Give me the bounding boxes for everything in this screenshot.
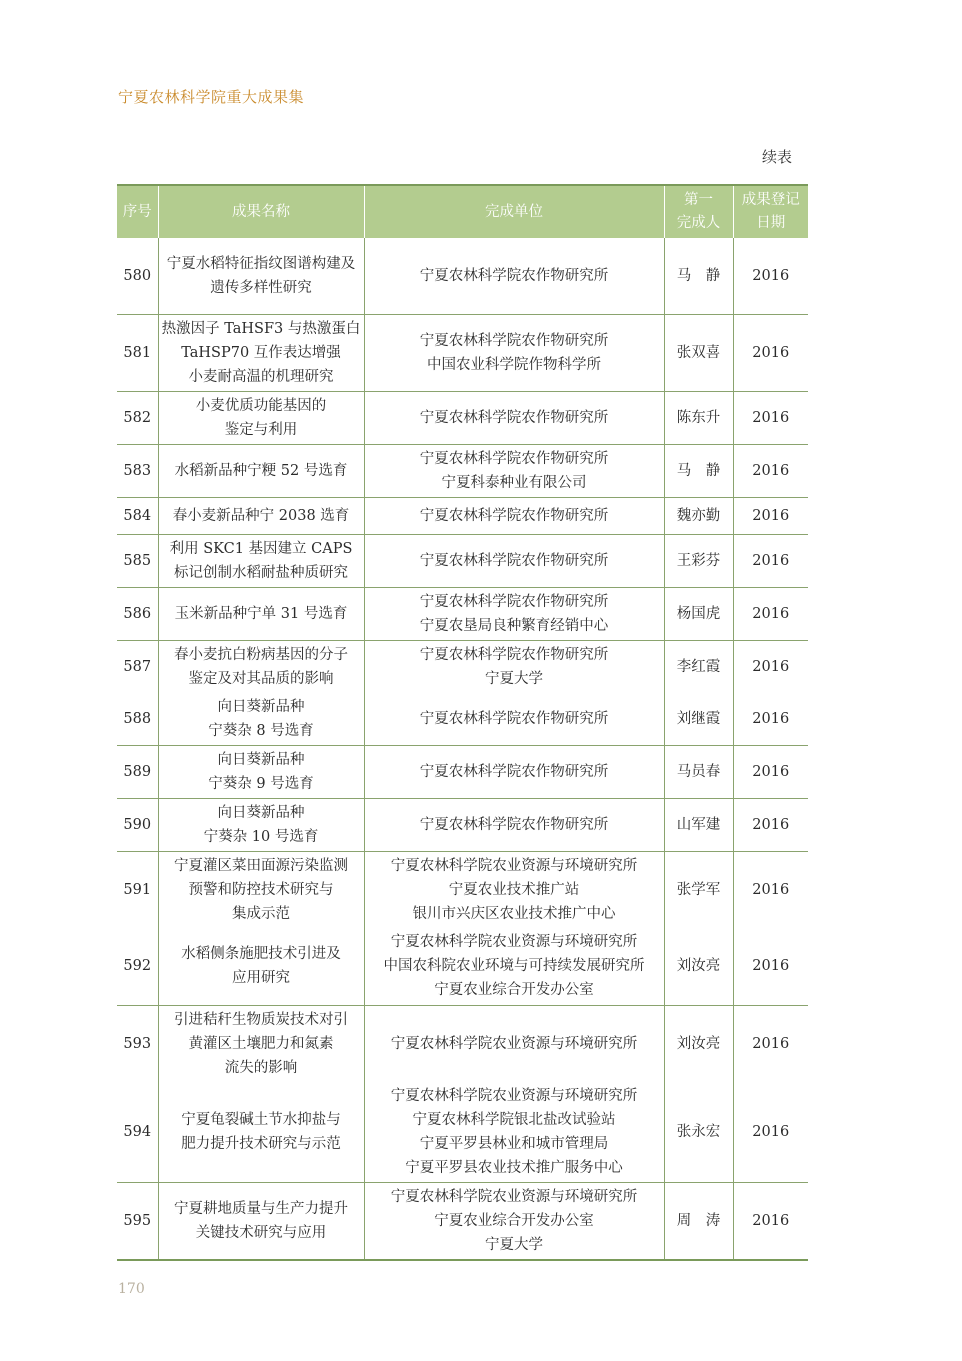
table-row [117, 1183, 808, 1261]
registration-date: 2016 [752, 658, 790, 675]
completing-unit [364, 851, 664, 928]
completing-unit [364, 928, 664, 1006]
registration-date: 2016 [752, 462, 790, 479]
achievement-name-line: 鉴定及对其品质的影响 [188, 670, 334, 687]
completing-unit [364, 587, 664, 640]
completing-unit-line: 宁夏大学 [485, 1237, 543, 1253]
completing-unit-line: 宁夏农林科学院银北盐改试验站 [412, 1112, 616, 1128]
achievement-name-line: 应用研究 [232, 970, 290, 987]
achievement-name-line: 宁夏龟裂碱土节水抑盐与 [181, 1112, 341, 1128]
first-completer: 李红霞 [664, 640, 733, 693]
achievement-name [158, 497, 364, 534]
table-row [117, 444, 808, 497]
completing-unit-line: 宁夏农业技术推广站 [448, 881, 580, 898]
completing-unit-line: 宁夏农林科学院农作物研究所 [419, 507, 609, 524]
row-number: 594 [117, 1082, 158, 1183]
row-number: 586 [117, 587, 158, 640]
registration-date: 2016 [752, 881, 790, 898]
continued-label: 续表 [762, 148, 793, 166]
registration-date: 2016 [752, 1124, 790, 1140]
page-number: 170 [118, 1281, 145, 1297]
first-completer: 周 涛 [664, 1183, 733, 1261]
achievement-name-line: 宁葵杂 8 号选育 [208, 722, 314, 739]
registration-date: 2016 [752, 552, 790, 569]
completing-unit-line: 中国农科院农业环境与可持续发展研究所 [383, 958, 645, 975]
achievement-name [158, 928, 364, 1006]
registration-date: 2016 [752, 710, 790, 727]
completing-unit-line: 宁夏大学 [485, 670, 543, 687]
completing-unit-line: 宁夏农林科学院农作物研究所 [419, 646, 609, 663]
table-header-row [117, 185, 808, 238]
registration-date: 2016 [752, 763, 790, 780]
completing-unit-line: 宁夏农林科学院农作物研究所 [419, 450, 609, 467]
completing-unit-line: 宁夏农林科学院农作物研究所 [419, 552, 609, 569]
completing-unit-line: 宁夏农林科学院农业资源与环境研究所 [390, 1088, 638, 1104]
registration-date: 2016 [752, 1213, 790, 1229]
row-number: 581 [117, 314, 158, 391]
achievement-name [158, 444, 364, 497]
completing-unit [364, 640, 664, 693]
achievement-name [158, 798, 364, 851]
first-completer: 马员春 [664, 745, 733, 798]
table-row [117, 745, 808, 798]
row-number: 593 [117, 1006, 158, 1083]
completing-unit [364, 238, 664, 314]
table-row [117, 640, 808, 693]
completing-unit-line: 宁夏农垦局良种繁育经销中心 [419, 617, 609, 634]
achievement-name-line: 黄灌区土壤肥力和氮素 [188, 1036, 334, 1052]
completing-unit-line: 中国农业科学院作物科学所 [427, 356, 601, 373]
achievement-name [158, 534, 364, 587]
first-completer: 刘汝亮 [664, 928, 733, 1006]
row-number: 588 [117, 693, 158, 746]
row-number: 592 [117, 928, 158, 1006]
table-row [117, 314, 808, 391]
completing-unit-line: 宁夏农林科学院农作物研究所 [419, 763, 609, 780]
completing-unit-line: 宁夏平罗县林业和城市管理局 [419, 1136, 609, 1152]
achievement-name-line: 宁夏水稻特征指纹图谱构建及 [166, 255, 356, 272]
achievement-name [158, 1082, 364, 1183]
achievement-name-line: 水稻新品种宁粳 52 号选育 [174, 462, 348, 479]
achievement-name-line: 向日葵新品种 [217, 804, 305, 821]
achievement-name [158, 238, 364, 314]
header-name: 成果名称 [158, 185, 364, 238]
achievement-name-line: 宁夏耕地质量与生产力提升 [174, 1201, 348, 1217]
completing-unit-line: 宁夏农林科学院农作物研究所 [419, 409, 609, 426]
completing-unit-line: 宁夏农林科学院农业资源与环境研究所 [390, 934, 638, 951]
registration-date: 2016 [752, 344, 790, 361]
row-number: 595 [117, 1183, 158, 1261]
first-completer: 魏亦勤 [664, 497, 733, 534]
table-row [117, 1006, 808, 1083]
first-completer: 张学军 [664, 851, 733, 928]
achievement-name-line: TaHSP70 互作表达增强 [181, 344, 341, 361]
row-number: 583 [117, 444, 158, 497]
registration-date: 2016 [752, 1036, 790, 1052]
header-unit: 完成单位 [364, 185, 664, 238]
completing-unit [364, 693, 664, 746]
first-completer: 张双喜 [664, 314, 733, 391]
achievement-name [158, 314, 364, 391]
row-number: 585 [117, 534, 158, 587]
table-row [117, 851, 808, 928]
row-number: 591 [117, 851, 158, 928]
first-completer: 刘汝亮 [664, 1006, 733, 1083]
achievement-name-line: 小麦耐高温的机理研究 [188, 368, 334, 385]
registration-date: 2016 [752, 267, 790, 284]
first-completer: 陈东升 [664, 391, 733, 444]
running-title: 宁夏农林科学院重大成果集 [118, 88, 305, 106]
achievement-name-line: 宁葵杂 9 号选育 [208, 775, 314, 792]
first-completer: 马 静 [664, 444, 733, 497]
completing-unit [364, 497, 664, 534]
table-row [117, 497, 808, 534]
achievement-name-line: 宁夏灌区菜田面源污染监测 [174, 857, 348, 874]
table-row [117, 238, 808, 314]
row-number: 582 [117, 391, 158, 444]
header-no: 序号 [117, 185, 158, 238]
achievement-name-line: 利用 SKC1 基因建立 CAPS [169, 540, 353, 557]
completing-unit [364, 1183, 664, 1261]
completing-unit-line: 宁夏农林科学院农业资源与环境研究所 [390, 857, 638, 874]
achievement-name [158, 693, 364, 746]
achievement-name-line: 玉米新品种宁单 31 号选育 [174, 605, 348, 622]
header-person-line: 完成人 [676, 215, 721, 231]
achievement-name-line: 集成示范 [232, 905, 290, 922]
table-row [117, 534, 808, 587]
registration-date: 2016 [752, 605, 790, 622]
completing-unit-line: 宁夏平罗县农业技术推广服务中心 [405, 1160, 623, 1176]
achievement-name-line: 流失的影响 [224, 1060, 298, 1076]
completing-unit [364, 745, 664, 798]
achievement-name [158, 1006, 364, 1083]
completing-unit-line: 宁夏农林科学院农业资源与环境研究所 [390, 1189, 638, 1205]
table-row [117, 798, 808, 851]
achievement-name [158, 587, 364, 640]
row-number: 584 [117, 497, 158, 534]
registration-date: 2016 [752, 409, 790, 426]
completing-unit-line: 宁夏农林科学院农业资源与环境研究所 [390, 1036, 638, 1052]
completing-unit [364, 444, 664, 497]
header-date [733, 185, 808, 238]
header-date-line: 日期 [756, 215, 786, 231]
achievement-name [158, 851, 364, 928]
completing-unit [364, 1006, 664, 1083]
registration-date: 2016 [752, 816, 790, 833]
header-date-line: 成果登记 [741, 192, 800, 208]
achievement-name [158, 391, 364, 444]
completing-unit-line: 宁夏农林科学院农作物研究所 [419, 710, 609, 727]
achievement-name [158, 1183, 364, 1261]
table-row [117, 1082, 808, 1183]
row-number: 589 [117, 745, 158, 798]
first-completer: 杨国虎 [664, 587, 733, 640]
header-person-line: 第一 [684, 192, 713, 208]
achievement-name-line: 遗传多样性研究 [210, 279, 312, 296]
header-person [664, 185, 733, 238]
achievements-table [117, 184, 808, 1261]
first-completer: 刘继霞 [664, 693, 733, 746]
completing-unit [364, 798, 664, 851]
achievement-name-line: 向日葵新品种 [217, 751, 305, 768]
achievement-name-line: 肥力提升技术研究与示范 [181, 1136, 341, 1152]
table-row [117, 391, 808, 444]
completing-unit [364, 1082, 664, 1183]
first-completer: 山军建 [664, 798, 733, 851]
achievement-name-line: 春小麦新品种宁 2038 选育 [172, 507, 350, 524]
achievement-name-line: 宁葵杂 10 号选育 [203, 828, 319, 845]
row-number: 580 [117, 238, 158, 314]
registration-date: 2016 [752, 958, 790, 975]
achievement-name-line: 引进秸秆生物质炭技术对引 [174, 1012, 348, 1028]
completing-unit [364, 534, 664, 587]
row-number: 587 [117, 640, 158, 693]
achievement-name-line: 水稻侧条施肥技术引进及 [181, 946, 341, 963]
registration-date: 2016 [752, 507, 790, 524]
achievement-name-line: 小麦优质功能基因的 [195, 397, 327, 414]
first-completer: 张永宏 [664, 1082, 733, 1183]
completing-unit-line: 宁夏农林科学院农作物研究所 [419, 593, 609, 610]
first-completer: 马 静 [664, 238, 733, 314]
table-row [117, 587, 808, 640]
first-completer: 王彩芬 [664, 534, 733, 587]
achievement-name-line: 向日葵新品种 [217, 698, 305, 715]
achievement-name [158, 640, 364, 693]
completing-unit-line: 银川市兴庆区农业技术推广中心 [412, 905, 616, 922]
achievement-name-line: 标记创制水稻耐盐种质研究 [174, 564, 348, 581]
table-body [117, 238, 808, 1260]
completing-unit-line: 宁夏农业综合开发办公室 [434, 982, 594, 999]
completing-unit [364, 314, 664, 391]
completing-unit [364, 391, 664, 444]
achievement-name [158, 745, 364, 798]
row-number: 590 [117, 798, 158, 851]
completing-unit-line: 宁夏科泰种业有限公司 [441, 474, 587, 491]
completing-unit-line: 宁夏农林科学院农作物研究所 [419, 816, 609, 833]
achievement-name-line: 关键技术研究与应用 [195, 1225, 327, 1241]
achievement-name-line: 春小麦抗白粉病基因的分子 [174, 646, 348, 663]
achievement-name-line: 鉴定与利用 [224, 421, 298, 438]
completing-unit-line: 宁夏农林科学院农作物研究所 [419, 267, 609, 284]
table-row [117, 928, 808, 1006]
completing-unit-line: 宁夏农业综合开发办公室 [434, 1213, 594, 1229]
achievement-name-line: 预警和防控技术研究与 [188, 881, 334, 898]
table-row [117, 693, 808, 746]
completing-unit-line: 宁夏农林科学院农作物研究所 [419, 332, 609, 349]
achievement-name-line: 热激因子 TaHSF3 与热激蛋白 [161, 320, 361, 337]
